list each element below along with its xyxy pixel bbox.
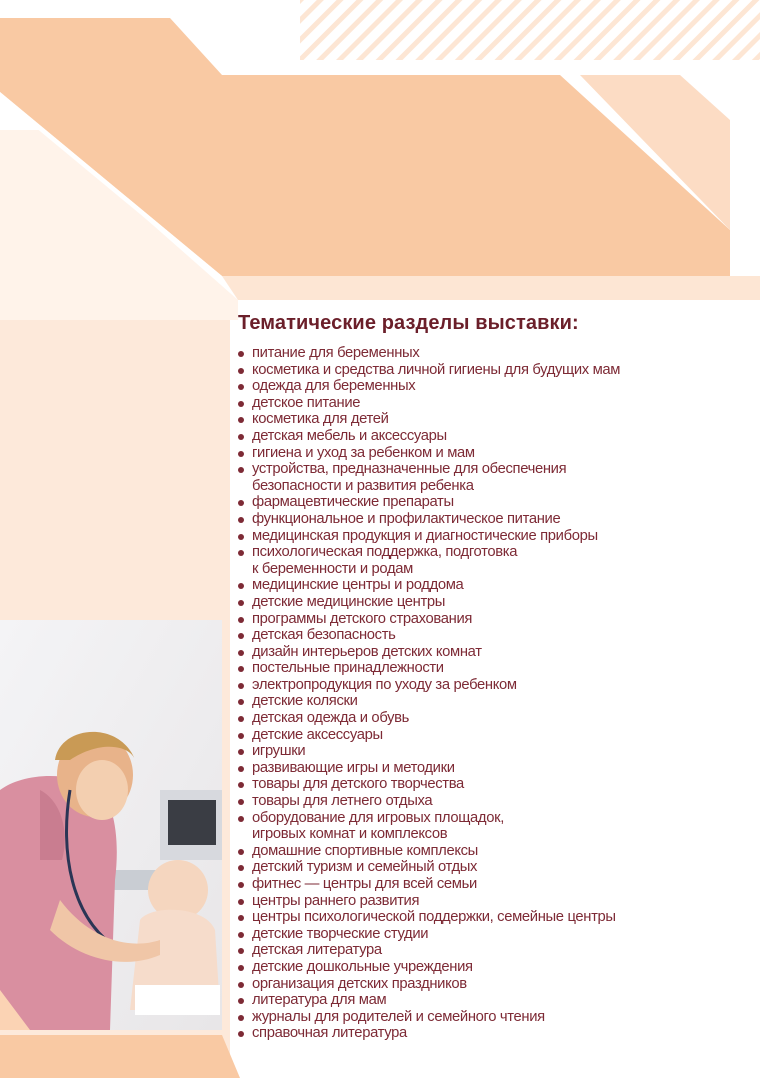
list-item: детское питание <box>238 395 748 412</box>
list-item: детский туризм и семейный отдых <box>238 859 748 876</box>
list-item: справочная литература <box>238 1025 748 1042</box>
list-item: журналы для родителей и семейного чтения <box>238 1009 748 1026</box>
list-item: оборудование для игровых площадок, игровых комнат и комплексов <box>238 810 748 843</box>
list-item: организация детских праздников <box>238 976 748 993</box>
list-item: детская литература <box>238 942 748 959</box>
list-item: детские творческие студии <box>238 926 748 943</box>
list-item: косметика для детей <box>238 411 748 428</box>
list-item: медицинская продукция и диагностические приборы <box>238 528 748 545</box>
list-item: одежда для беременных <box>238 378 748 395</box>
list-item: медицинские центры и роддома <box>238 577 748 594</box>
bottom-peach-shape <box>0 1035 240 1078</box>
section-title: Тематические разделы выставки: <box>238 312 579 334</box>
list-item: детская одежда и обувь <box>238 710 748 727</box>
list-item: детские аксессуары <box>238 727 748 744</box>
list-item: детская безопасность <box>238 627 748 644</box>
sections-list <box>238 345 748 1042</box>
list-item: электропродукция по уходу за ребенком <box>238 677 748 694</box>
list-item: косметика и средства личной гигиены для будущих мам <box>238 362 748 379</box>
list-item: устройства, предназначенные для обеспечения безопасности и развития ребенка <box>238 461 748 494</box>
list-item: товары для детского творчества <box>238 776 748 793</box>
list-item: психологическая поддержка, подготовка к беременности и родам <box>238 544 748 577</box>
list-item: развивающие игры и методики <box>238 760 748 777</box>
list-item: фитнес — центры для всей семьи <box>238 876 748 893</box>
list-item: питание для беременных <box>238 345 748 362</box>
list-item: программы детского страхования <box>238 611 748 628</box>
list-item: дизайн интерьеров детских комнат <box>238 644 748 661</box>
list-item: детские медицинские центры <box>238 594 748 611</box>
list-item: детские коляски <box>238 693 748 710</box>
sections-block <box>238 312 748 1042</box>
doctor-baby-photo <box>0 620 222 1030</box>
list-item: центры психологической поддержки, семейные центры <box>238 909 748 926</box>
striped-band <box>300 0 760 60</box>
list-item: функциональное и профилактическое питание <box>238 511 748 528</box>
list-item: литература для мам <box>238 992 748 1009</box>
list-item: товары для летнего отдыха <box>238 793 748 810</box>
list-item: игрушки <box>238 743 748 760</box>
list-item: домашние спортивные комплексы <box>238 843 748 860</box>
list-item: детская мебель и аксессуары <box>238 428 748 445</box>
list-item: гигиена и уход за ребенком и мам <box>238 445 748 462</box>
list-item: фармацевтические препараты <box>238 494 748 511</box>
list-item: детские дошкольные учреждения <box>238 959 748 976</box>
list-item: постельные принадлежности <box>238 660 748 677</box>
list-item: центры раннего развития <box>238 893 748 910</box>
